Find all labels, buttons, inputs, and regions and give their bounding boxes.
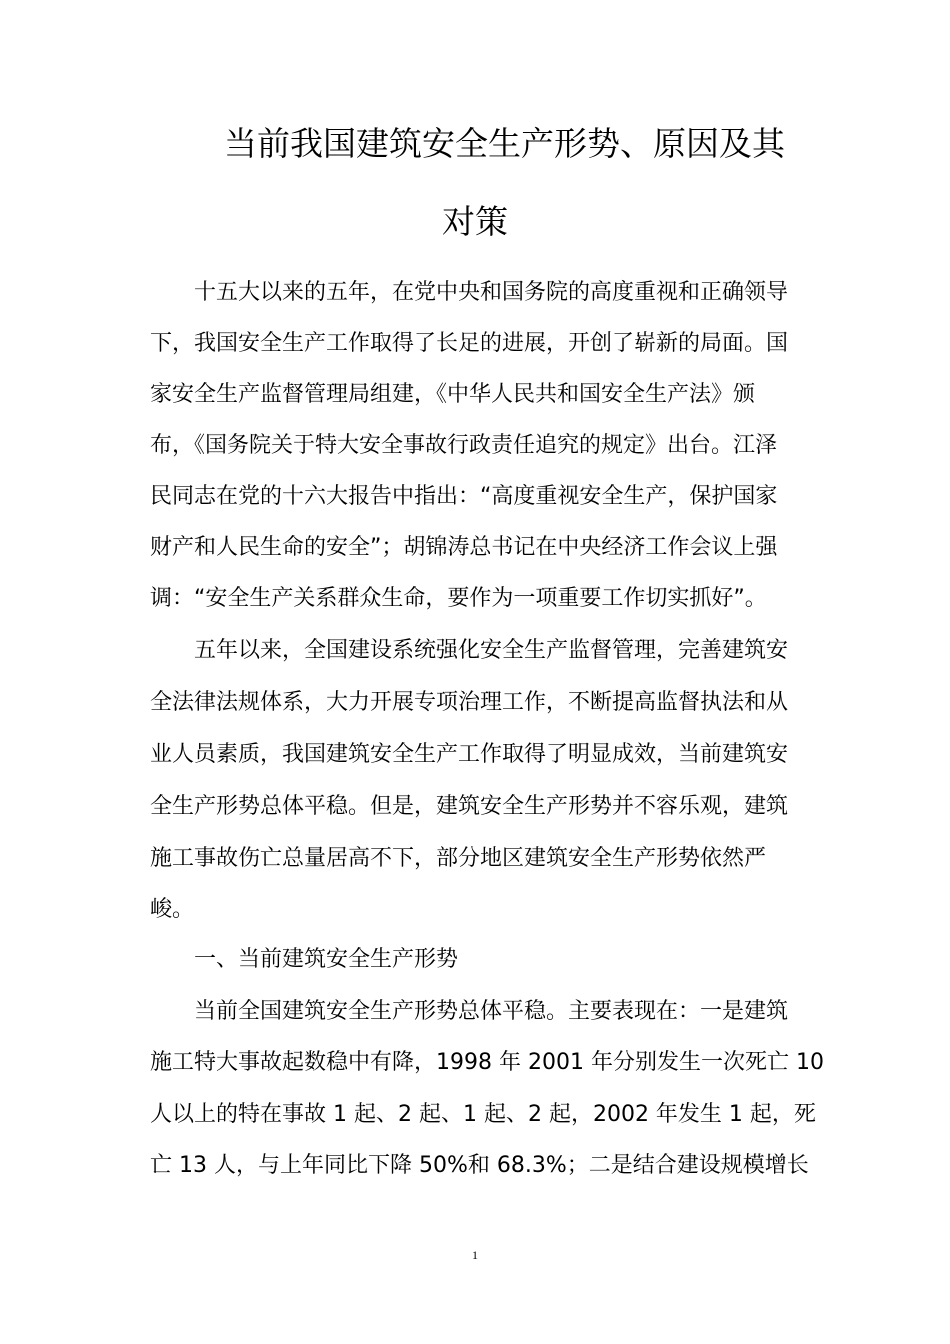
document-title-line-1: 当前我国建筑安全生产形势、原因及其 xyxy=(224,124,785,163)
paragraph-1-line-4: 布，《国务院关于特大安全事故行政责任追究的规定》出台。江泽 xyxy=(150,433,778,458)
paragraph-2-line-5: 施工事故伤亡总量居高不下，部分地区建筑安全生产形势依然严 xyxy=(150,846,767,871)
paragraph-3-line-2: 施工特大事故起数稳中有降，1998 年 2001 年分别发生一次死亡 10 xyxy=(150,1050,824,1075)
paragraph-2-line-2: 全法律法规体系，大力开展专项治理工作，不断提高监督执法和从 xyxy=(150,690,789,715)
paragraph-2-line-1: 五年以来，全国建设系统强化安全生产监督管理，完善建筑安 xyxy=(194,638,789,663)
paragraph-3-line-3: 人以上的特在事故 1 起、2 起、1 起、2 起，2002 年发生 1 起，死 xyxy=(150,1102,816,1127)
paragraph-3-line-4: 亡 13 人，与上年同比下降 50%和 68.3%；二是结合建设规模增长 xyxy=(150,1153,809,1178)
paragraph-1-line-7: 调：“安全生产关系群众生命，要作为一项重要工作切实抓好”。 xyxy=(150,586,767,611)
page-number: 1 xyxy=(472,1248,478,1262)
paragraph-1-line-6: 财产和人民生命的安全”；胡锦涛总书记在中央经济工作会议上强 xyxy=(150,535,778,560)
paragraph-1-line-5: 民同志在党的十六大报告中指出：“高度重视安全生产，保护国家 xyxy=(150,484,778,509)
paragraph-2-line-4: 全生产形势总体平稳。但是，建筑安全生产形势并不容乐观，建筑 xyxy=(150,794,789,819)
paragraph-1-line-2: 下，我国安全生产工作取得了长足的进展，开创了崭新的局面。国 xyxy=(150,331,789,356)
document-title-line-2: 对策 xyxy=(442,202,508,241)
paragraph-1-line-1: 十五大以来的五年，在党中央和国务院的高度重视和正确领导 xyxy=(194,280,789,305)
paragraph-2-line-6: 峻。 xyxy=(150,897,195,922)
paragraph-1-line-3: 家安全生产监督管理局组建，《中华人民共和国安全生产法》颁 xyxy=(150,382,756,407)
section-heading-1: 一、当前建筑安全生产形势 xyxy=(194,947,459,972)
paragraph-3-line-1: 当前全国建筑安全生产形势总体平稳。主要表现在：一是建筑 xyxy=(194,999,789,1024)
paragraph-2-line-3: 业人员素质，我国建筑安全生产工作取得了明显成效，当前建筑安 xyxy=(150,742,789,767)
